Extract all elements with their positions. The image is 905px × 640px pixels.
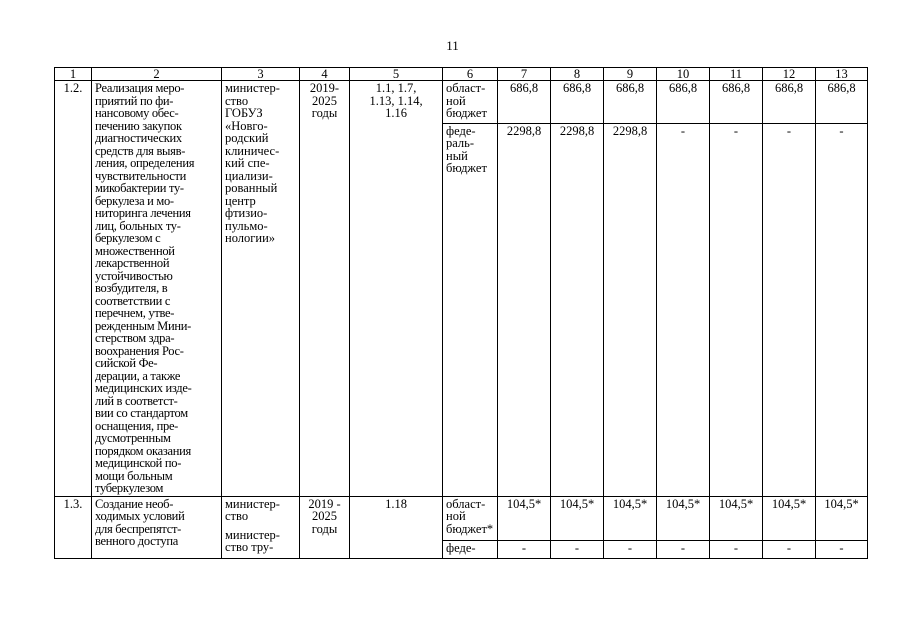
funding-source: област- ной бюджет [443,81,498,124]
amount-cell: 104,5* [604,496,657,540]
page-number: 11 [446,38,459,53]
amount-cell: 104,5* [657,496,710,540]
column-header: 8 [551,68,604,81]
column-header: 2 [92,68,222,81]
funding-source: феде- [443,540,498,558]
executor-primary: министер- ство [225,496,280,523]
amount-cell: - [498,540,551,558]
amount-cell: - [763,123,816,496]
funding-source: феде- раль- ный бюджет [443,123,498,496]
amount-cell: 686,8 [604,81,657,124]
table-row [55,81,868,124]
executor-cell [222,496,300,558]
amount-cell: - [604,540,657,558]
amount-cell: 104,5* [498,496,551,540]
table-row [55,496,868,540]
amount-cell: - [816,123,868,496]
funding-source: област- ной бюджет* [443,496,498,540]
row-number: 1.2. [55,81,92,497]
target-indicators: 1.18 [350,496,443,558]
amount-cell: 2298,8 [498,123,551,496]
column-header: 4 [300,68,350,81]
amount-cell: - [657,123,710,496]
amount-cell: - [816,540,868,558]
amount-cell: 686,8 [498,81,551,124]
amount-cell: 2298,8 [604,123,657,496]
amount-cell: 104,5* [710,496,763,540]
column-header: 9 [604,68,657,81]
row-number: 1.3. [55,496,92,558]
header-row [55,68,868,81]
amount-cell: 2298,8 [551,123,604,496]
target-indicators: 1.1, 1.7, 1.13, 1.14, 1.16 [350,81,443,497]
amount-cell: - [657,540,710,558]
amount-cell: - [763,540,816,558]
column-header: 11 [710,68,763,81]
amount-cell: 686,8 [763,81,816,124]
executor-secondary: ГОБУЗ «Новго- родский клиничес- кий спе- циализи- рованный центр фтизио- пульмо- нологии» [225,106,280,245]
amount-cell: 686,8 [657,81,710,124]
measure-name: Создание необ- ходимых условий для беспрепятст- венного доступа [92,496,222,558]
executor-cell [222,81,300,497]
amount-cell: - [710,123,763,496]
amount-cell: 686,8 [816,81,868,124]
amount-cell: 104,5* [551,496,604,540]
budget-table [54,67,868,559]
column-header: 3 [222,68,300,81]
column-header: 13 [816,68,868,81]
column-header: 6 [443,68,498,81]
amount-cell: 686,8 [551,81,604,124]
column-header: 5 [350,68,443,81]
column-header: 10 [657,68,710,81]
executor-primary: министер- ство [225,81,280,108]
period: 2019- 2025 годы [300,81,350,497]
column-header: 1 [55,68,92,81]
amount-cell: 104,5* [763,496,816,540]
amount-cell: 686,8 [710,81,763,124]
period: 2019 - 2025 годы [300,496,350,558]
amount-cell: - [551,540,604,558]
column-header: 12 [763,68,816,81]
amount-cell: 104,5* [816,496,868,540]
amount-cell: - [710,540,763,558]
measure-name: Реализация меро- приятий по фи- нансовому обес- печению закупок диагностических средств для выяв- ления, определения чувствительности микобактерии ту- беркулеза и мо- ниторинга лечения лиц, больных ту- беркулезом с множественной лекарственной устойчивостью возбудителя, в соответствии с перечнем, утве- режденным Мини- стерством здра- воохранения Рос- сийской Фе- дерации, а также медицинских изде- лий в соответст- вии со стандартом оснащения, пре- дусмотренным порядком оказания медицинской по- мощи больным туберкулезом [92,81,222,497]
column-header: 7 [498,68,551,81]
executor-secondary: министер- ство тру- [225,527,280,554]
